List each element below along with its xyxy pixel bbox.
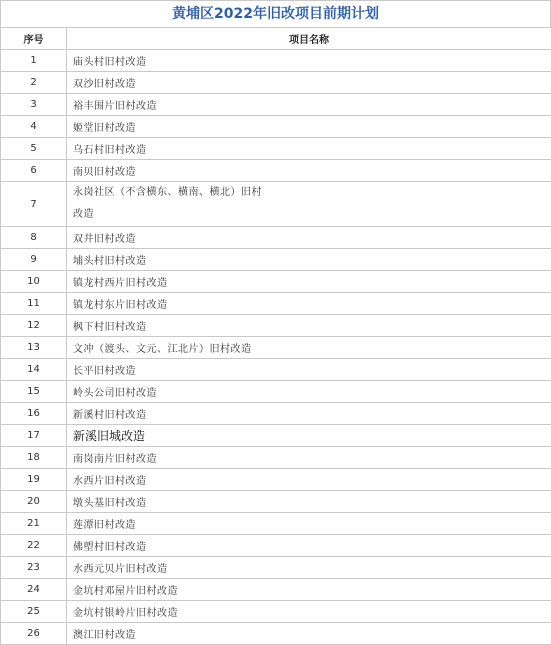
table-row — [1, 72, 551, 94]
project-name: 裕丰围片旧村改造 — [67, 94, 551, 116]
project-name: 澳江旧村改造 — [67, 623, 551, 645]
table-row — [1, 469, 551, 491]
row-number: 4 — [1, 116, 67, 138]
project-name: 姬堂旧村改造 — [67, 116, 551, 138]
table-row — [1, 381, 551, 403]
table-row — [1, 160, 551, 182]
project-table — [0, 27, 551, 645]
table-row — [1, 601, 551, 623]
table-row — [1, 116, 551, 138]
row-number: 9 — [1, 249, 67, 271]
project-name: 水西元贝片旧村改造 — [67, 557, 551, 579]
project-name: 南岗南片旧村改造 — [67, 447, 551, 469]
row-number: 19 — [1, 469, 67, 491]
project-name: 双沙旧村改造 — [67, 72, 551, 94]
project-name: 文冲（渡头、文元、江北片）旧村改造 — [67, 337, 551, 359]
project-name: 新溪旧城改造 — [67, 425, 551, 447]
table-row — [1, 249, 551, 271]
table-row — [1, 315, 551, 337]
project-name: 墩头基旧村改造 — [67, 491, 551, 513]
header-name: 项目名称 — [67, 28, 551, 50]
row-number: 14 — [1, 359, 67, 381]
table-row — [1, 579, 551, 601]
table-row — [1, 491, 551, 513]
row-number: 12 — [1, 315, 67, 337]
page-title: 黄埔区2022年旧改项目前期计划 — [0, 0, 551, 27]
project-name: 金坑村邓屋片旧村改造 — [67, 579, 551, 601]
project-name: 新溪村旧村改造 — [67, 403, 551, 425]
row-number: 18 — [1, 447, 67, 469]
row-number: 2 — [1, 72, 67, 94]
project-name: 岭头公司旧村改造 — [67, 381, 551, 403]
row-number: 15 — [1, 381, 67, 403]
row-number: 25 — [1, 601, 67, 623]
header-no: 序号 — [1, 28, 67, 50]
project-name: 金坑村银岭片旧村改造 — [67, 601, 551, 623]
project-name: 埔头村旧村改造 — [67, 249, 551, 271]
project-name: 莲潭旧村改造 — [67, 513, 551, 535]
table-body — [1, 50, 551, 645]
row-number: 11 — [1, 293, 67, 315]
row-number: 3 — [1, 94, 67, 116]
row-number: 10 — [1, 271, 67, 293]
row-number: 5 — [1, 138, 67, 160]
row-number: 22 — [1, 535, 67, 557]
row-number: 23 — [1, 557, 67, 579]
table-row — [1, 50, 551, 72]
row-number: 13 — [1, 337, 67, 359]
row-number: 21 — [1, 513, 67, 535]
table-row — [1, 182, 551, 227]
project-name: 永岗社区（不含横东、横南、横北）旧村改造 — [67, 182, 551, 227]
row-number: 8 — [1, 227, 67, 249]
table-row — [1, 403, 551, 425]
project-name: 南贝旧村改造 — [67, 160, 551, 182]
row-number: 26 — [1, 623, 67, 645]
table-row — [1, 557, 551, 579]
table-row — [1, 293, 551, 315]
row-number: 24 — [1, 579, 67, 601]
project-name: 双井旧村改造 — [67, 227, 551, 249]
project-name: 庙头村旧村改造 — [67, 50, 551, 72]
project-name: 长平旧村改造 — [67, 359, 551, 381]
row-number: 17 — [1, 425, 67, 447]
row-number: 20 — [1, 491, 67, 513]
project-name: 佛塱村旧村改造 — [67, 535, 551, 557]
row-number: 6 — [1, 160, 67, 182]
project-name: 乌石村旧村改造 — [67, 138, 551, 160]
table-row — [1, 513, 551, 535]
table-row — [1, 535, 551, 557]
row-number: 7 — [1, 182, 67, 227]
project-name: 镇龙村西片旧村改造 — [67, 271, 551, 293]
table-row — [1, 359, 551, 381]
table-row — [1, 623, 551, 645]
table-row — [1, 94, 551, 116]
table-row — [1, 271, 551, 293]
table-header-row — [1, 28, 551, 50]
row-number: 16 — [1, 403, 67, 425]
table-row — [1, 227, 551, 249]
table-row — [1, 337, 551, 359]
project-name: 镇龙村东片旧村改造 — [67, 293, 551, 315]
project-name: 枫下村旧村改造 — [67, 315, 551, 337]
project-name: 水西片旧村改造 — [67, 469, 551, 491]
table-row — [1, 447, 551, 469]
row-number: 1 — [1, 50, 67, 72]
table-row — [1, 425, 551, 447]
table-row — [1, 138, 551, 160]
